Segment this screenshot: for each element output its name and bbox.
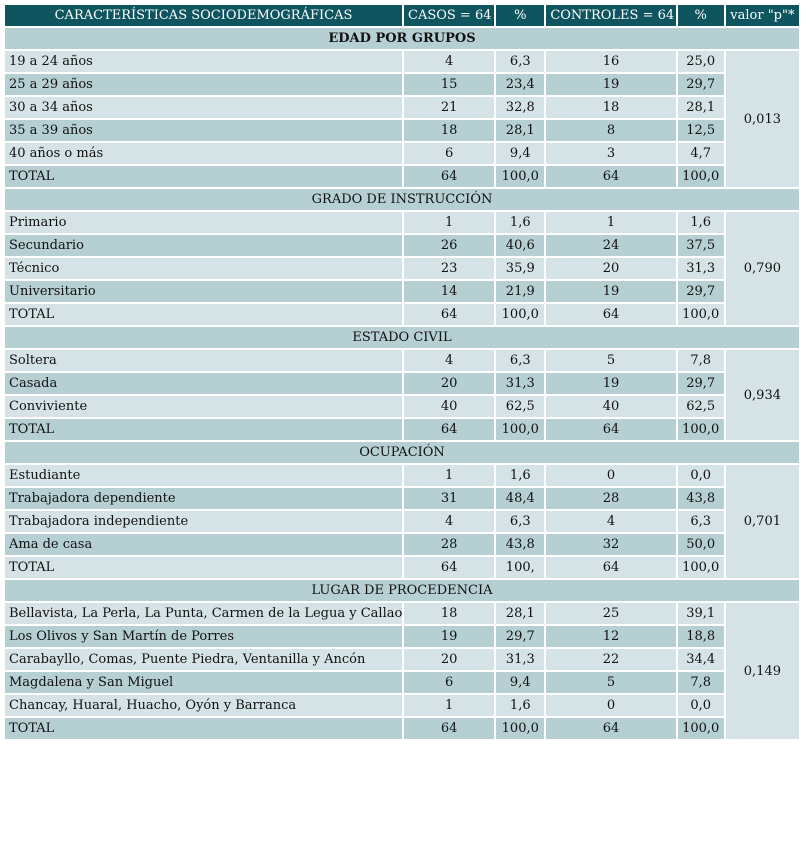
- cases-percent: 35,9: [496, 258, 544, 279]
- row-label: Estudiante: [5, 465, 402, 486]
- controls-count: 0: [546, 465, 675, 486]
- cases-percent: 48,4: [496, 488, 544, 509]
- cases-percent: 43,8: [496, 534, 544, 555]
- controls-percent: 100,0: [678, 166, 724, 187]
- sociodemographic-table: [3, 3, 801, 741]
- row-label: Carabayllo, Comas, Puente Piedra, Ventanilla y Ancón: [5, 649, 402, 670]
- controls-count: 64: [546, 718, 675, 739]
- cases-count: 6: [404, 672, 494, 693]
- controls-percent: 37,5: [678, 235, 724, 256]
- row-label: Conviviente: [5, 396, 402, 417]
- row-label: 25 a 29 años: [5, 74, 402, 95]
- controls-percent: 43,8: [678, 488, 724, 509]
- controls-percent: 7,8: [678, 672, 724, 693]
- table-row: [5, 212, 799, 233]
- table-row: [5, 626, 799, 647]
- table-row: [5, 557, 799, 578]
- cases-percent: 21,9: [496, 281, 544, 302]
- cases-count: 1: [404, 212, 494, 233]
- table-row: [5, 718, 799, 739]
- section-header-row: [5, 442, 799, 463]
- cases-count: 1: [404, 695, 494, 716]
- cases-count: 40: [404, 396, 494, 417]
- controls-count: 8: [546, 120, 675, 141]
- controls-percent: 6,3: [678, 511, 724, 532]
- cases-count: 23: [404, 258, 494, 279]
- controls-count: 22: [546, 649, 675, 670]
- table-row: [5, 350, 799, 371]
- section-title: OCUPACIÓN: [5, 442, 799, 463]
- cases-count: 4: [404, 51, 494, 72]
- controls-percent: 28,1: [678, 97, 724, 118]
- controls-count: 64: [546, 166, 675, 187]
- controls-count: 25: [546, 603, 675, 624]
- cases-percent: 28,1: [496, 603, 544, 624]
- header-cases-percent: %: [496, 5, 544, 26]
- controls-percent: 34,4: [678, 649, 724, 670]
- cases-percent: 100,0: [496, 166, 544, 187]
- table-row: [5, 51, 799, 72]
- header-p-value: valor "p"*: [726, 5, 799, 26]
- row-label: TOTAL: [5, 304, 402, 325]
- table-row: [5, 649, 799, 670]
- controls-count: 32: [546, 534, 675, 555]
- header-controls: CONTROLES = 64: [546, 5, 675, 26]
- controls-count: 3: [546, 143, 675, 164]
- cases-percent: 62,5: [496, 396, 544, 417]
- controls-count: 64: [546, 419, 675, 440]
- table-row: [5, 120, 799, 141]
- controls-count: 40: [546, 396, 675, 417]
- section-header-row: [5, 580, 799, 601]
- controls-percent: 31,3: [678, 258, 724, 279]
- controls-percent: 25,0: [678, 51, 724, 72]
- table-row: [5, 511, 799, 532]
- cases-percent: 31,3: [496, 373, 544, 394]
- section-title: GRADO DE INSTRUCCIÓN: [5, 189, 799, 210]
- cases-count: 20: [404, 649, 494, 670]
- table-row: [5, 695, 799, 716]
- p-value: 0,790: [726, 212, 799, 325]
- cases-percent: 40,6: [496, 235, 544, 256]
- cases-percent: 6,3: [496, 350, 544, 371]
- controls-percent: 4,7: [678, 143, 724, 164]
- row-label: Soltera: [5, 350, 402, 371]
- section-header-row: [5, 327, 799, 348]
- table-row: [5, 235, 799, 256]
- cases-count: 28: [404, 534, 494, 555]
- controls-percent: 0,0: [678, 465, 724, 486]
- cases-count: 64: [404, 718, 494, 739]
- controls-percent: 50,0: [678, 534, 724, 555]
- header-characteristics: CARACTERÍSTICAS SOCIODEMOGRÁFICAS: [5, 5, 402, 26]
- cases-percent: 100,0: [496, 304, 544, 325]
- row-label: Casada: [5, 373, 402, 394]
- cases-percent: 32,8: [496, 97, 544, 118]
- section-title: LUGAR DE PROCEDENCIA: [5, 580, 799, 601]
- controls-count: 16: [546, 51, 675, 72]
- section-header-row: [5, 28, 799, 49]
- cases-count: 4: [404, 511, 494, 532]
- controls-percent: 100,0: [678, 304, 724, 325]
- cases-count: 18: [404, 603, 494, 624]
- controls-count: 12: [546, 626, 675, 647]
- controls-count: 0: [546, 695, 675, 716]
- table-row: [5, 534, 799, 555]
- cases-percent: 100,0: [496, 419, 544, 440]
- controls-percent: 12,5: [678, 120, 724, 141]
- table-row: [5, 258, 799, 279]
- p-value: 0,701: [726, 465, 799, 578]
- controls-count: 64: [546, 557, 675, 578]
- cases-percent: 29,7: [496, 626, 544, 647]
- cases-count: 31: [404, 488, 494, 509]
- row-label: Primario: [5, 212, 402, 233]
- cases-percent: 23,4: [496, 74, 544, 95]
- controls-count: 18: [546, 97, 675, 118]
- cases-count: 19: [404, 626, 494, 647]
- row-label: Trabajadora independiente: [5, 511, 402, 532]
- controls-count: 20: [546, 258, 675, 279]
- controls-percent: 100,0: [678, 718, 724, 739]
- row-label: Ama de casa: [5, 534, 402, 555]
- table-row: [5, 488, 799, 509]
- cases-percent: 9,4: [496, 672, 544, 693]
- header-cases: CASOS = 64: [404, 5, 494, 26]
- table-row: [5, 419, 799, 440]
- table-row: [5, 281, 799, 302]
- cases-count: 21: [404, 97, 494, 118]
- cases-count: 6: [404, 143, 494, 164]
- table-row: [5, 166, 799, 187]
- row-label: Los Olivos y San Martín de Porres: [5, 626, 402, 647]
- section-title: ESTADO CIVIL: [5, 327, 799, 348]
- row-label: TOTAL: [5, 557, 402, 578]
- cases-count: 64: [404, 166, 494, 187]
- row-label: TOTAL: [5, 419, 402, 440]
- cases-count: 26: [404, 235, 494, 256]
- controls-count: 19: [546, 373, 675, 394]
- table-row: [5, 143, 799, 164]
- table-row: [5, 396, 799, 417]
- row-label: Chancay, Huaral, Huacho, Oyón y Barranca: [5, 695, 402, 716]
- p-value: 0,149: [726, 603, 799, 739]
- controls-count: 64: [546, 304, 675, 325]
- cases-percent: 31,3: [496, 649, 544, 670]
- row-label: 40 años o más: [5, 143, 402, 164]
- row-label: Trabajadora dependiente: [5, 488, 402, 509]
- row-label: Bellavista, La Perla, La Punta, Carmen de la Legua y Callao: [5, 603, 402, 624]
- row-label: 19 a 24 años: [5, 51, 402, 72]
- cases-percent: 28,1: [496, 120, 544, 141]
- cases-count: 14: [404, 281, 494, 302]
- cases-percent: 1,6: [496, 465, 544, 486]
- row-label: TOTAL: [5, 718, 402, 739]
- cases-percent: 6,3: [496, 511, 544, 532]
- row-label: Universitario: [5, 281, 402, 302]
- table-row: [5, 465, 799, 486]
- section-header-row: [5, 189, 799, 210]
- controls-count: 24: [546, 235, 675, 256]
- cases-count: 64: [404, 557, 494, 578]
- header-row: [5, 5, 799, 26]
- controls-count: 19: [546, 74, 675, 95]
- table-row: [5, 97, 799, 118]
- cases-percent: 1,6: [496, 212, 544, 233]
- cases-percent: 6,3: [496, 51, 544, 72]
- table-row: [5, 74, 799, 95]
- header-controls-percent: %: [678, 5, 724, 26]
- controls-percent: 100,0: [678, 557, 724, 578]
- cases-count: 15: [404, 74, 494, 95]
- controls-count: 1: [546, 212, 675, 233]
- controls-percent: 0,0: [678, 695, 724, 716]
- cases-percent: 100,0: [496, 718, 544, 739]
- cases-count: 64: [404, 304, 494, 325]
- controls-percent: 18,8: [678, 626, 724, 647]
- controls-count: 4: [546, 511, 675, 532]
- cases-percent: 100,: [496, 557, 544, 578]
- row-label: Secundario: [5, 235, 402, 256]
- controls-count: 28: [546, 488, 675, 509]
- table-row: [5, 603, 799, 624]
- cases-count: 20: [404, 373, 494, 394]
- controls-percent: 62,5: [678, 396, 724, 417]
- cases-percent: 1,6: [496, 695, 544, 716]
- row-label: Magdalena y San Miguel: [5, 672, 402, 693]
- table-row: [5, 373, 799, 394]
- table-row: [5, 304, 799, 325]
- table-row: [5, 672, 799, 693]
- controls-percent: 29,7: [678, 373, 724, 394]
- controls-percent: 7,8: [678, 350, 724, 371]
- cases-count: 18: [404, 120, 494, 141]
- section-title: EDAD POR GRUPOS: [5, 28, 799, 49]
- p-value: 0,934: [726, 350, 799, 440]
- controls-percent: 29,7: [678, 74, 724, 95]
- row-label: Técnico: [5, 258, 402, 279]
- controls-count: 19: [546, 281, 675, 302]
- controls-count: 5: [546, 672, 675, 693]
- controls-percent: 100,0: [678, 419, 724, 440]
- controls-percent: 1,6: [678, 212, 724, 233]
- controls-percent: 29,7: [678, 281, 724, 302]
- cases-count: 1: [404, 465, 494, 486]
- controls-percent: 39,1: [678, 603, 724, 624]
- cases-count: 64: [404, 419, 494, 440]
- cases-count: 4: [404, 350, 494, 371]
- row-label: 35 a 39 años: [5, 120, 402, 141]
- cases-percent: 9,4: [496, 143, 544, 164]
- row-label: TOTAL: [5, 166, 402, 187]
- row-label: 30 a 34 años: [5, 97, 402, 118]
- controls-count: 5: [546, 350, 675, 371]
- p-value: 0,013: [726, 51, 799, 187]
